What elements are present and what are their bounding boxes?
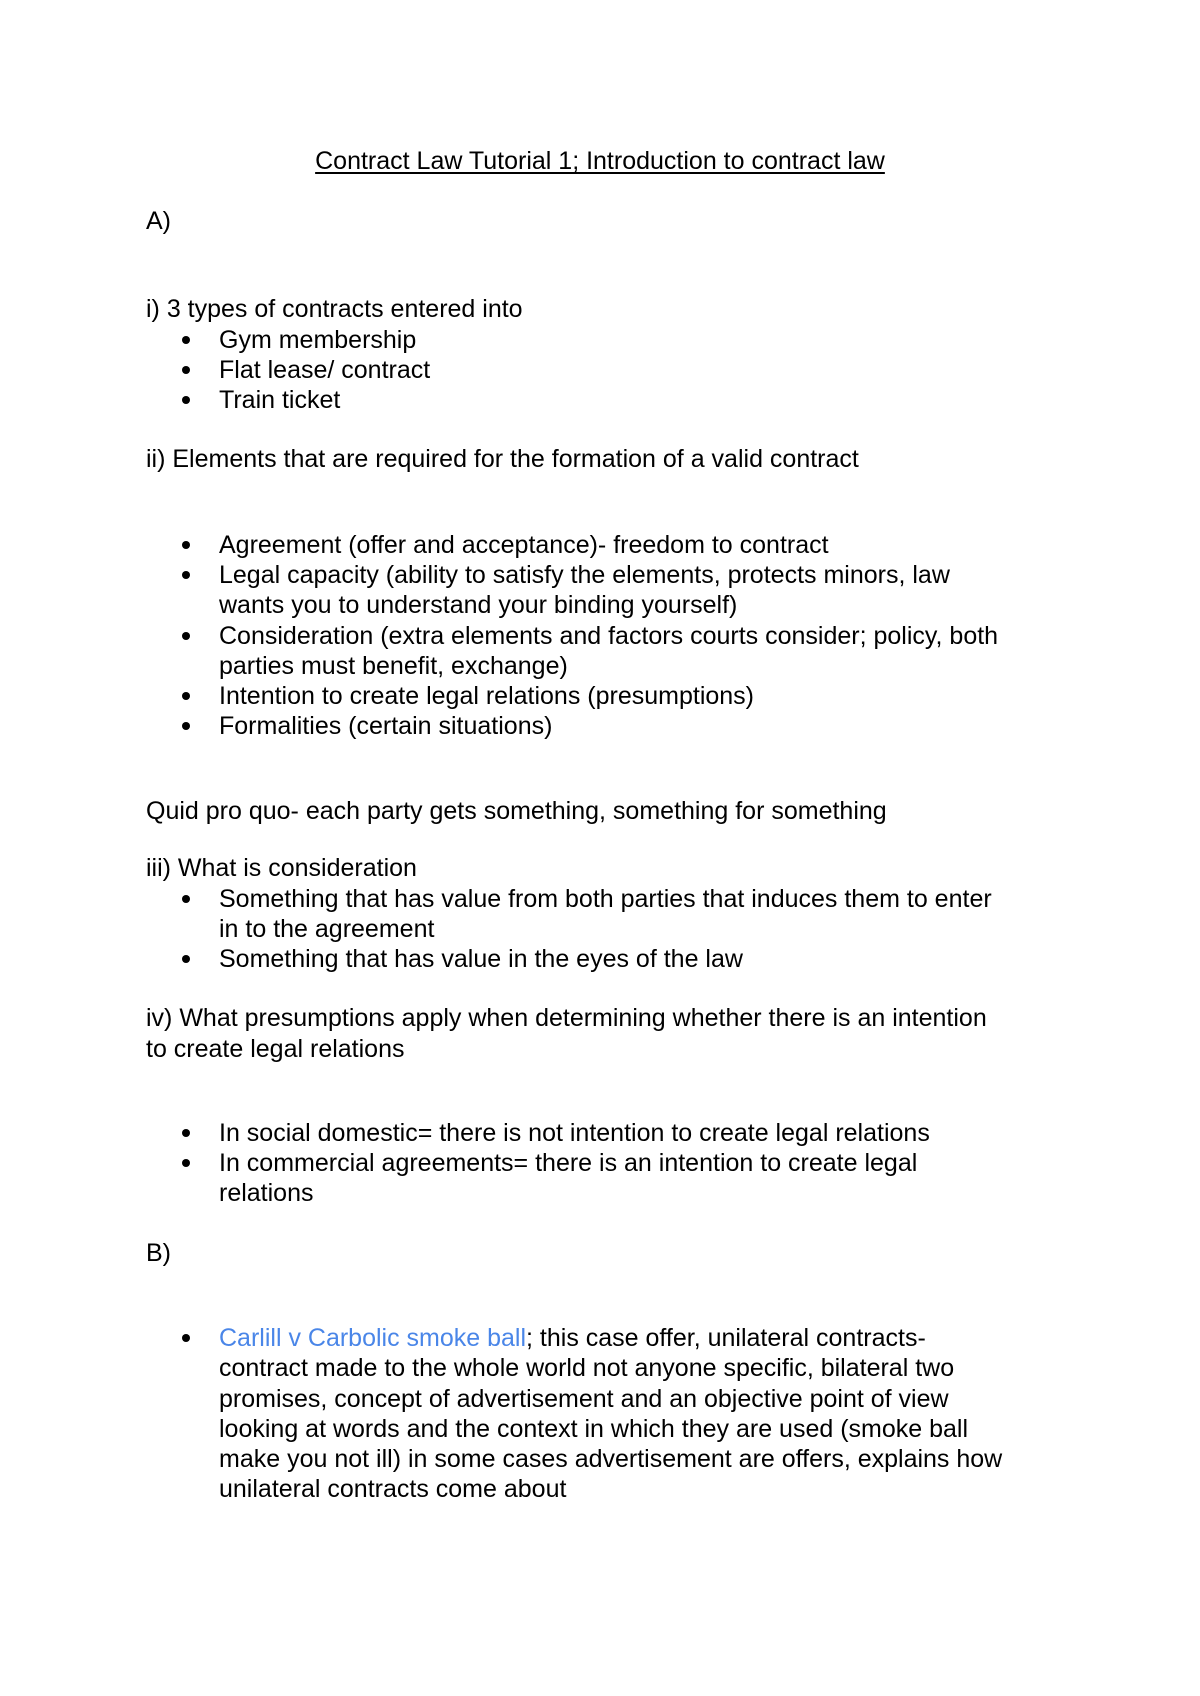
list-item-continuation: promises, concept of advertisement and an objective point of view xyxy=(219,1385,949,1413)
list-item-continuation: in to the agreement xyxy=(219,915,435,943)
case-description-start: ; this case offer, unilateral contracts- xyxy=(526,1324,926,1352)
question-iii-heading: iii) What is consideration xyxy=(146,854,417,882)
list-item-text: Consideration (extra elements and factors courts consider; policy, both xyxy=(219,622,999,650)
bullet-icon xyxy=(182,692,190,700)
list-item-text: Agreement (offer and acceptance)- freedom to contract xyxy=(219,531,829,559)
bullet-icon xyxy=(182,722,190,730)
bullet-icon xyxy=(182,571,190,579)
list-item-text xyxy=(219,1323,926,1353)
question-i-heading: i) 3 types of contracts entered into xyxy=(146,295,523,323)
question-iv-heading: iv) What presumptions apply when determining whether there is an intention xyxy=(146,1004,987,1032)
list-item-continuation: unilateral contracts come about xyxy=(219,1475,567,1503)
list-item-continuation: looking at words and the context in which they are used (smoke ball xyxy=(219,1415,969,1443)
section-a-label: A) xyxy=(146,207,171,235)
list-item-text: Intention to create legal relations (presumptions) xyxy=(219,682,755,710)
list-item-continuation: contract made to the whole world not anyone specific, bilateral two xyxy=(219,1354,955,1382)
bullet-icon xyxy=(182,895,190,903)
list-item-text: Something that has value from both parties that induces them to enter xyxy=(219,885,992,913)
bullet-icon xyxy=(182,396,190,404)
list-item-text: In commercial agreements= there is an intention to create legal xyxy=(219,1149,918,1177)
list-item-continuation: parties must benefit, exchange) xyxy=(219,652,568,680)
list-item-text: Legal capacity (ability to satisfy the elements, protects minors, law xyxy=(219,561,950,589)
list-item-text: Gym membership xyxy=(219,326,417,354)
list-item-text: In social domestic= there is not intention to create legal relations xyxy=(219,1119,930,1147)
bullet-icon xyxy=(182,632,190,640)
list-item-text: Train ticket xyxy=(219,386,341,414)
bullet-icon xyxy=(182,541,190,549)
list-item-text: Flat lease/ contract xyxy=(219,356,431,384)
list-item-continuation: relations xyxy=(219,1179,314,1207)
bullet-icon xyxy=(182,1159,190,1167)
bullet-icon xyxy=(182,955,190,963)
case-name-link[interactable]: Carlill v Carbolic smoke ball xyxy=(219,1324,527,1352)
list-item-continuation: make you not ill) in some cases advertisement are offers, explains how xyxy=(219,1445,1003,1473)
list-item-text: Something that has value in the eyes of the law xyxy=(219,945,743,973)
list-item-text: Formalities (certain situations) xyxy=(219,712,553,740)
bullet-icon xyxy=(182,1334,190,1342)
document-title: Contract Law Tutorial 1; Introduction to contract law xyxy=(315,147,885,175)
quid-pro-quo-note: Quid pro quo- each party gets something, something for something xyxy=(146,797,887,825)
bullet-icon xyxy=(182,336,190,344)
section-b-label: B) xyxy=(146,1239,171,1267)
question-iv-heading-continuation: to create legal relations xyxy=(146,1035,405,1063)
question-ii-heading: ii) Elements that are required for the formation of a valid contract xyxy=(146,445,859,473)
list-item-continuation: wants you to understand your binding yourself) xyxy=(219,591,738,619)
bullet-icon xyxy=(182,366,190,374)
bullet-icon xyxy=(182,1129,190,1137)
